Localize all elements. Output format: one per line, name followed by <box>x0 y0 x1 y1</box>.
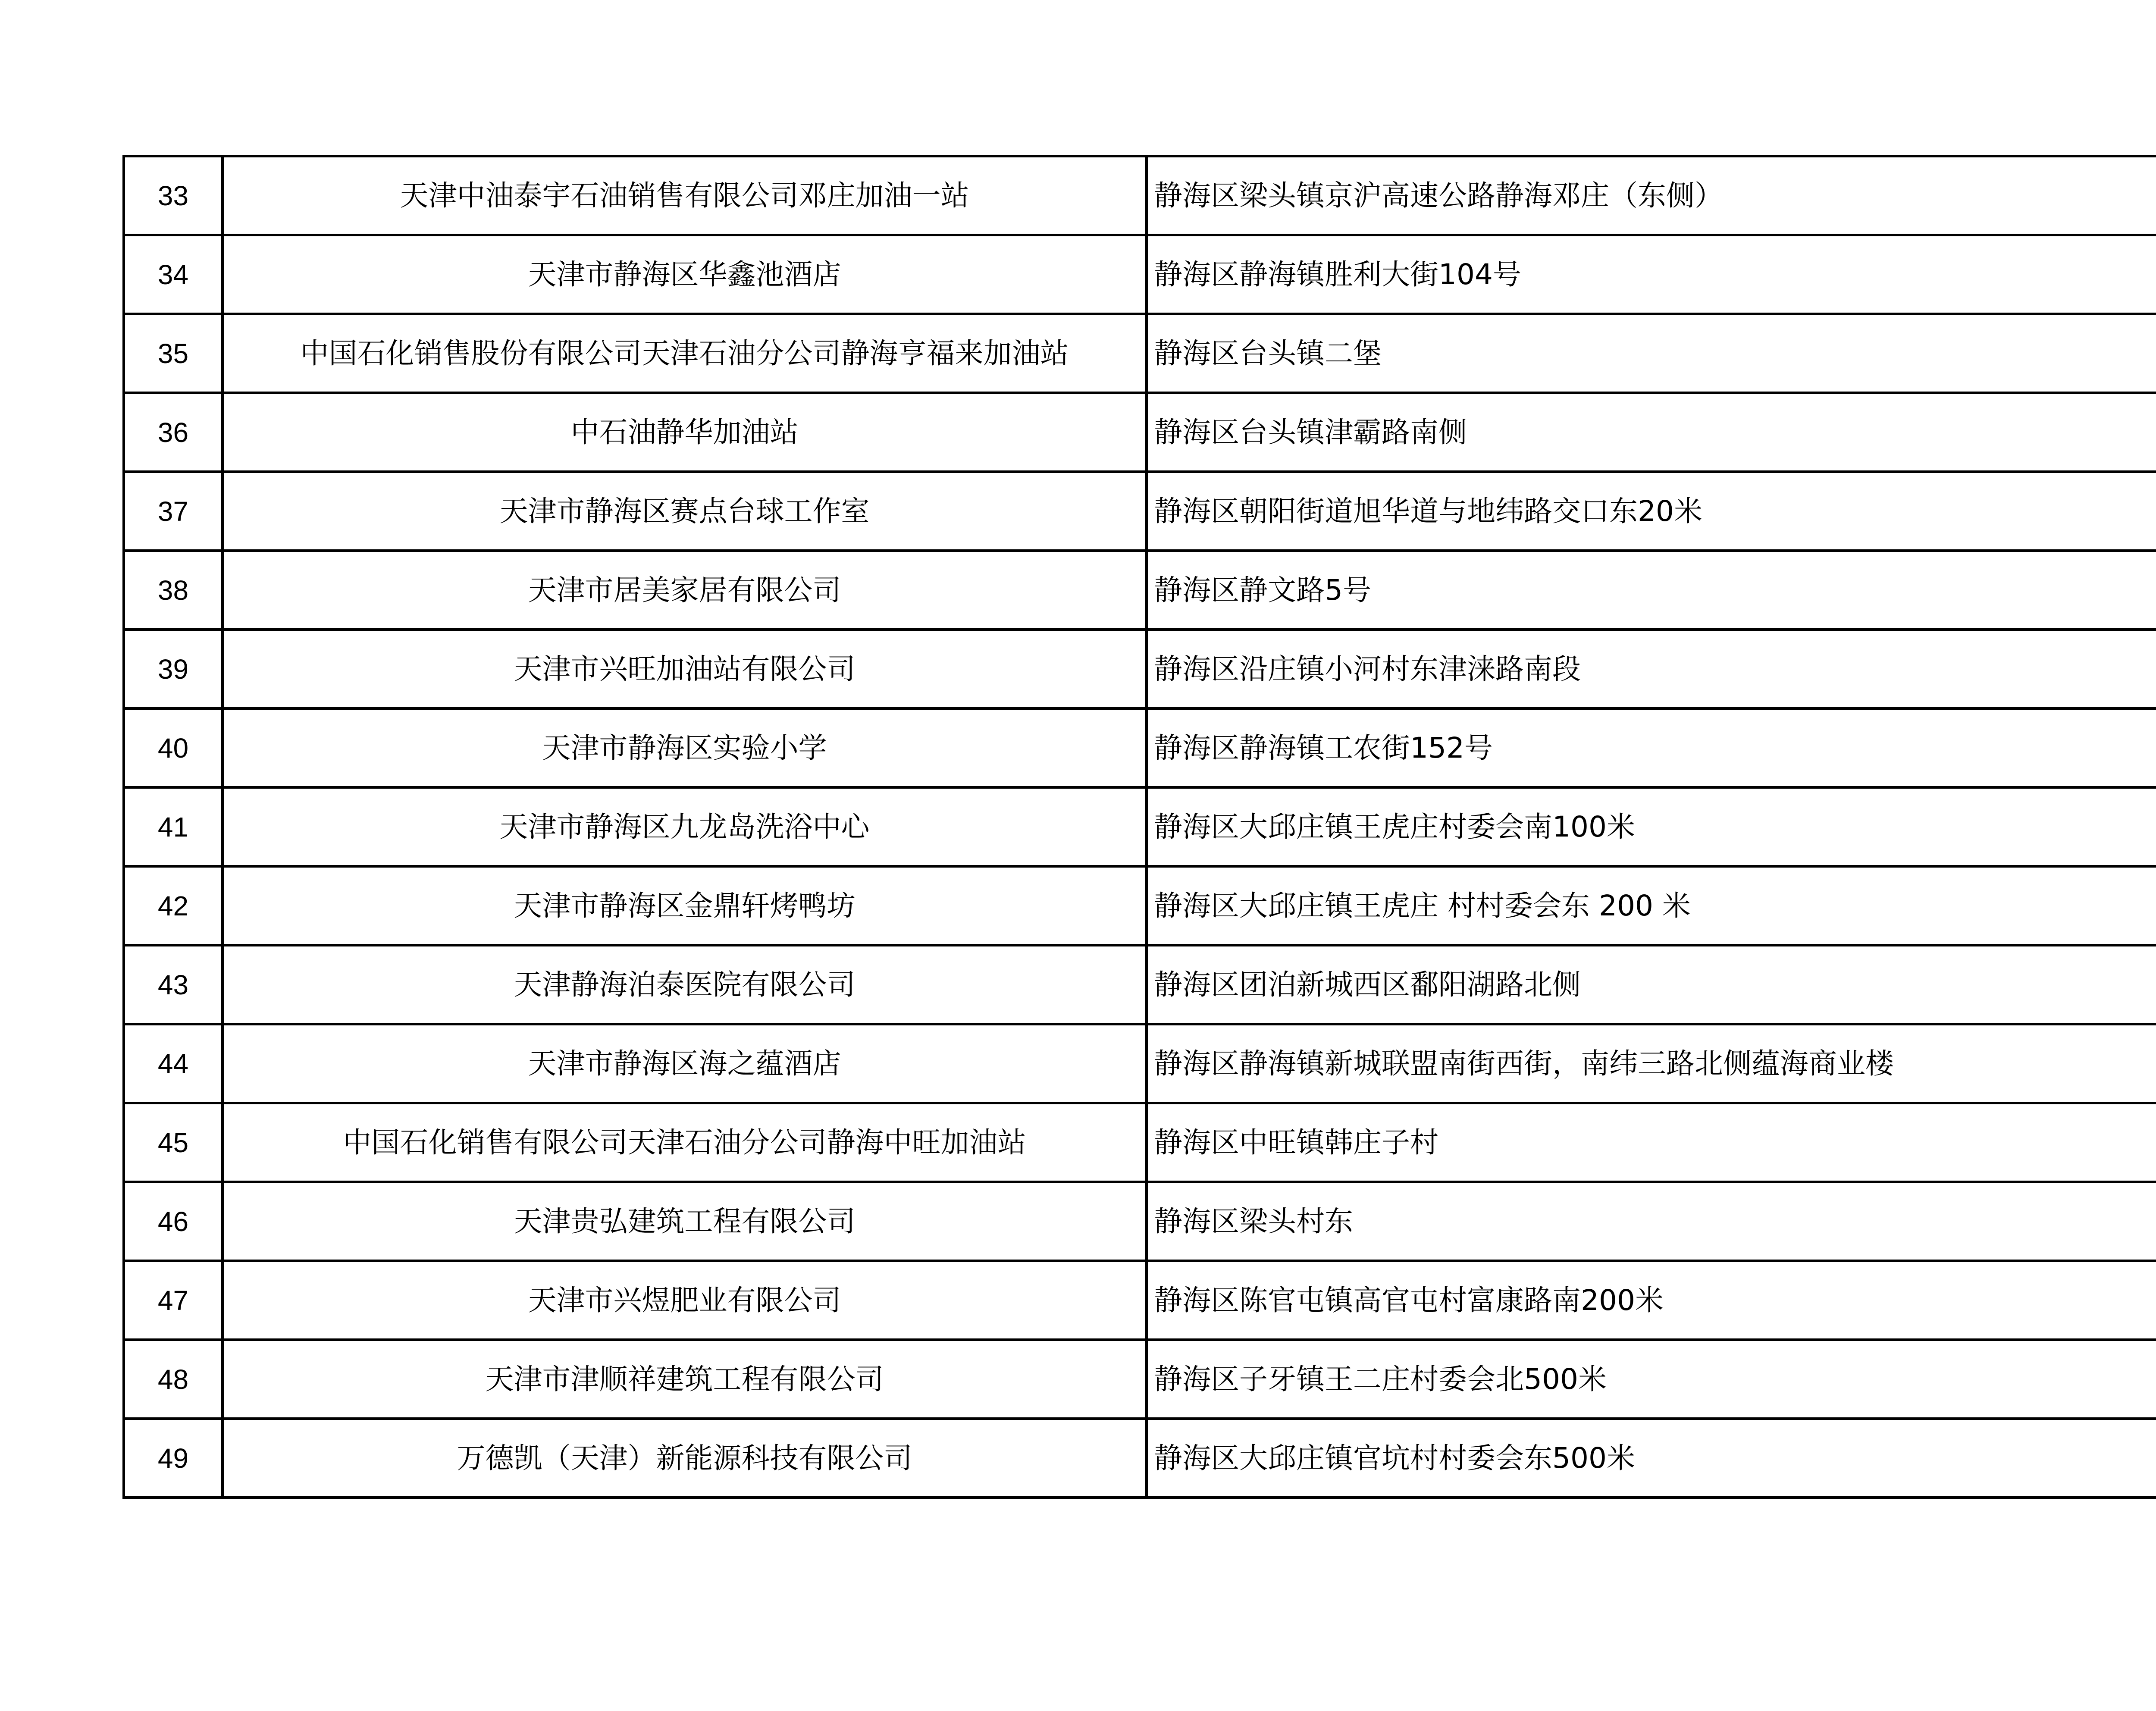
table-row <box>124 314 2156 393</box>
row-number-cell: 37 <box>124 472 222 551</box>
company-name-cell: 天津市静海区金鼎轩烤鸭坊 <box>222 866 1147 945</box>
company-name-cell: 天津市静海区华鑫池酒店 <box>222 235 1147 314</box>
table-row <box>124 235 2156 314</box>
row-number-cell: 47 <box>124 1261 222 1340</box>
company-name-cell: 天津贵弘建筑工程有限公司 <box>222 1182 1147 1261</box>
table-row <box>124 708 2156 787</box>
row-number-cell: 38 <box>124 551 222 630</box>
company-name-cell: 万德凯（天津）新能源科技有限公司 <box>222 1419 1147 1498</box>
row-number-cell: 33 <box>124 156 222 235</box>
company-name-cell: 天津市兴煜肥业有限公司 <box>222 1261 1147 1340</box>
table-row <box>124 472 2156 551</box>
table-row <box>124 1261 2156 1340</box>
row-number-cell: 46 <box>124 1182 222 1261</box>
address-cell: 静海区大邱庄镇官坑村村委会东500米 <box>1147 1419 2156 1498</box>
address-cell: 静海区静海镇胜利大街104号 <box>1147 235 2156 314</box>
address-cell: 静海区梁头镇京沪高速公路静海邓庄（东侧） <box>1147 156 2156 235</box>
table-row <box>124 1182 2156 1261</box>
row-number-cell: 36 <box>124 393 222 472</box>
table-row <box>124 787 2156 866</box>
row-number-cell: 49 <box>124 1419 222 1498</box>
address-cell: 静海区大邱庄镇王虎庄村委会南100米 <box>1147 787 2156 866</box>
table-row <box>124 551 2156 630</box>
company-name-cell: 天津市静海区海之蕴酒店 <box>222 1024 1147 1103</box>
row-number-cell: 43 <box>124 945 222 1024</box>
table-row <box>124 866 2156 945</box>
address-cell: 静海区陈官屯镇高官屯村富康路南200米 <box>1147 1261 2156 1340</box>
company-name-cell: 天津市津顺祥建筑工程有限公司 <box>222 1340 1147 1419</box>
table-row <box>124 1103 2156 1182</box>
address-cell: 静海区台头镇津霸路南侧 <box>1147 393 2156 472</box>
company-name-cell: 中国石化销售股份有限公司天津石油分公司静海亨福来加油站 <box>222 314 1147 393</box>
company-name-cell: 天津市静海区实验小学 <box>222 708 1147 787</box>
address-cell: 静海区台头镇二堡 <box>1147 314 2156 393</box>
table-row <box>124 156 2156 235</box>
table-row <box>124 630 2156 708</box>
address-cell: 静海区大邱庄镇王虎庄 村村委会东 200 米 <box>1147 866 2156 945</box>
address-cell: 静海区朝阳街道旭华道与地纬路交口东20米 <box>1147 472 2156 551</box>
address-cell: 静海区团泊新城西区鄱阳湖路北侧 <box>1147 945 2156 1024</box>
company-name-cell: 天津市兴旺加油站有限公司 <box>222 630 1147 708</box>
table-row <box>124 1419 2156 1498</box>
company-name-cell: 中石油静华加油站 <box>222 393 1147 472</box>
company-name-cell: 天津静海泊泰医院有限公司 <box>222 945 1147 1024</box>
row-number-cell: 34 <box>124 235 222 314</box>
row-number-cell: 40 <box>124 708 222 787</box>
table-row <box>124 1024 2156 1103</box>
row-number-cell: 41 <box>124 787 222 866</box>
row-number-cell: 35 <box>124 314 222 393</box>
company-name-cell: 天津市静海区九龙岛洗浴中心 <box>222 787 1147 866</box>
address-cell: 静海区中旺镇韩庄子村 <box>1147 1103 2156 1182</box>
company-name-cell: 天津中油泰宇石油销售有限公司邓庄加油一站 <box>222 156 1147 235</box>
row-number-cell: 44 <box>124 1024 222 1103</box>
address-cell: 静海区子牙镇王二庄村委会北500米 <box>1147 1340 2156 1419</box>
address-cell: 静海区静文路5号 <box>1147 551 2156 630</box>
address-cell: 静海区梁头村东 <box>1147 1182 2156 1261</box>
row-number-cell: 39 <box>124 630 222 708</box>
row-number-cell: 48 <box>124 1340 222 1419</box>
address-cell: 静海区沿庄镇小河村东津涞路南段 <box>1147 630 2156 708</box>
table-row <box>124 1340 2156 1419</box>
inspection-table <box>122 155 2156 1499</box>
address-cell: 静海区静海镇新城联盟南街西街，南纬三路北侧蕴海商业楼 <box>1147 1024 2156 1103</box>
table-row <box>124 945 2156 1024</box>
company-name-cell: 中国石化销售有限公司天津石油分公司静海中旺加油站 <box>222 1103 1147 1182</box>
row-number-cell: 42 <box>124 866 222 945</box>
row-number-cell: 45 <box>124 1103 222 1182</box>
table-row <box>124 393 2156 472</box>
company-name-cell: 天津市居美家居有限公司 <box>222 551 1147 630</box>
inspection-table-body <box>124 156 2156 1498</box>
company-name-cell: 天津市静海区赛点台球工作室 <box>222 472 1147 551</box>
address-cell: 静海区静海镇工农街152号 <box>1147 708 2156 787</box>
